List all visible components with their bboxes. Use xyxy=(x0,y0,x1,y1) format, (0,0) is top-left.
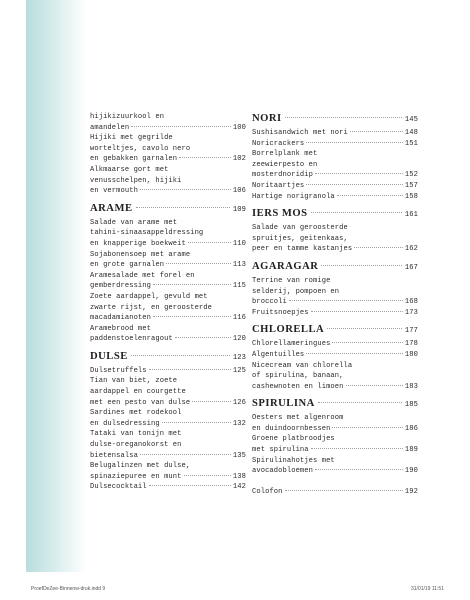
toc-section-heading xyxy=(252,260,418,275)
dot-leader xyxy=(306,184,403,185)
entry-title: en dulsedressing xyxy=(90,419,160,428)
section-title: NORI xyxy=(252,113,282,124)
toc-section-heading xyxy=(90,350,246,365)
entry-title: Sojabonensoep met arame xyxy=(90,250,191,259)
toc-entry xyxy=(90,398,246,409)
dot-leader xyxy=(321,265,402,266)
page-number: 120 xyxy=(232,335,246,344)
toc-column-left xyxy=(90,112,246,493)
page-number: 185 xyxy=(404,401,418,410)
toc-entry xyxy=(252,466,418,477)
page-number: 178 xyxy=(404,340,418,349)
dot-leader xyxy=(149,485,231,486)
entry-title: spinaziepuree en munt xyxy=(90,472,182,481)
dot-leader xyxy=(337,195,403,196)
toc-section-heading xyxy=(90,202,246,217)
entry-title: Oesters met algenroom xyxy=(252,414,344,423)
entry-title: Hijiki met gegrilde xyxy=(90,134,173,143)
page-number: 180 xyxy=(404,350,418,359)
entry-title: macadamianoten xyxy=(90,314,151,323)
toc-entry xyxy=(90,376,246,387)
toc-entry xyxy=(90,112,246,123)
entry-title: paddenstoelenragout xyxy=(90,335,173,344)
toc-entry xyxy=(90,292,246,303)
entry-title: Sushisandwich met nori xyxy=(252,129,348,137)
toc-entry xyxy=(90,218,246,229)
dot-leader xyxy=(175,337,231,338)
toc-entry xyxy=(90,228,246,239)
dot-leader xyxy=(306,142,403,143)
entry-title: Chlorellameringues xyxy=(252,340,331,349)
dot-leader xyxy=(153,316,231,317)
entry-title: Borrelplank met xyxy=(252,150,318,159)
section-title: AGARAGAR xyxy=(252,260,319,272)
entry-title: Sardines met rodekool xyxy=(90,409,182,418)
page-number: 106 xyxy=(232,187,246,196)
toc-entry xyxy=(252,234,418,245)
page-number: 162 xyxy=(404,245,418,254)
entry-title: Salade van arame met xyxy=(90,218,178,227)
page-number: 189 xyxy=(404,446,418,455)
toc-entry xyxy=(252,382,418,393)
toc-entry xyxy=(252,192,418,203)
page-number: 192 xyxy=(404,488,418,497)
toc-entry xyxy=(252,424,418,435)
dot-leader xyxy=(162,422,231,423)
toc-entry xyxy=(90,334,246,345)
section-title: DULSE xyxy=(90,350,128,362)
toc-entry xyxy=(90,176,246,187)
toc-entry xyxy=(252,223,418,234)
toc-entry xyxy=(90,324,246,335)
print-footer xyxy=(0,584,470,596)
dot-leader xyxy=(140,454,231,455)
dot-leader xyxy=(140,189,231,190)
entry-title: of spirulina, banaan, xyxy=(252,372,344,381)
dot-leader xyxy=(188,242,231,243)
toc-entry xyxy=(90,313,246,324)
entry-title: Spirulinahotjes met xyxy=(252,456,335,465)
toc-entry xyxy=(252,149,418,160)
dot-leader xyxy=(285,117,402,118)
dot-leader xyxy=(318,402,402,403)
entry-title: met spirulina xyxy=(252,446,309,455)
dot-leader xyxy=(131,355,230,356)
entry-title: Algentuilles xyxy=(252,350,305,359)
entry-title: Zoete aardappel, gevuld met xyxy=(90,292,208,301)
footer-timestamp: 31/01/19 11:51 xyxy=(411,586,444,592)
toc-entry xyxy=(90,154,246,165)
toc-entry xyxy=(90,144,246,155)
dot-leader xyxy=(311,448,403,449)
dot-leader xyxy=(311,311,403,312)
toc-entry xyxy=(90,123,246,134)
toc-entry xyxy=(90,408,246,419)
toc-entry xyxy=(252,361,418,372)
dot-leader xyxy=(131,126,231,127)
page-number: 110 xyxy=(232,239,246,248)
entry-title: tahini-sinaasappeldressing xyxy=(90,229,204,238)
entry-title: zwarte rijst, en geroosterde xyxy=(90,303,212,312)
page-number: 177 xyxy=(404,327,418,336)
toc-section-heading xyxy=(252,323,418,338)
toc-section-heading xyxy=(252,397,418,412)
entry-title: Aramebrood met xyxy=(90,324,151,333)
entry-title: Tian van biet, zoete xyxy=(90,377,178,386)
dot-leader xyxy=(315,173,403,174)
toc-section-heading xyxy=(252,112,418,127)
entry-title: selderij, pompoen en xyxy=(252,287,340,296)
entry-title: en gebakken garnalen xyxy=(90,155,178,164)
entry-title: peer en tamme kastanjes xyxy=(252,245,353,254)
toc-entry xyxy=(90,419,246,430)
page-number: 125 xyxy=(232,366,246,375)
entry-title: gemberdressing xyxy=(90,282,151,291)
toc-entry xyxy=(90,250,246,261)
page-number: 168 xyxy=(404,298,418,307)
entry-title: amandelen xyxy=(90,123,130,132)
entry-title: Alkmaarse gort met xyxy=(90,165,169,174)
dot-leader xyxy=(289,300,403,301)
entry-title: Groene platbroodjes xyxy=(252,435,335,444)
footer-filename: ProefDeZee-Binnenw-druk.indd 9 xyxy=(31,586,106,592)
dot-leader xyxy=(311,212,402,213)
toc-spacer xyxy=(252,477,418,488)
page-number: 145 xyxy=(404,116,418,124)
toc-entry xyxy=(90,260,246,271)
entry-title: hijikizuurkool en xyxy=(90,113,165,121)
dot-leader xyxy=(153,284,231,285)
page-number: 151 xyxy=(404,139,418,148)
entry-title: aardappel en courgette xyxy=(90,388,186,397)
entry-title: Belugalinzen met dulse, xyxy=(90,462,191,471)
dot-leader xyxy=(166,263,231,264)
toc-entry xyxy=(252,128,418,139)
page-number: 148 xyxy=(404,129,418,137)
entry-title: Nicecream van chlorella xyxy=(252,361,353,370)
entry-title: spruitjes, geitenkaas, xyxy=(252,234,348,243)
page-number: 190 xyxy=(404,467,418,476)
toc-entry xyxy=(252,297,418,308)
entry-title: Salade van geroosterde xyxy=(252,224,348,233)
entry-title: en vermouth xyxy=(90,187,138,196)
toc-entry xyxy=(90,239,246,250)
entry-title: Colofon xyxy=(252,488,283,497)
toc-entry xyxy=(252,170,418,181)
entry-title: Terrine van romige xyxy=(252,276,331,285)
page-number: 135 xyxy=(232,451,246,460)
toc-entry xyxy=(252,350,418,361)
dot-leader xyxy=(327,328,402,329)
page-number: 123 xyxy=(232,353,246,362)
entry-title: Hartige norigranola xyxy=(252,192,335,201)
toc-entry xyxy=(252,456,418,467)
toc-entry xyxy=(252,339,418,350)
entry-title: broccoli xyxy=(252,298,287,307)
toc-entry xyxy=(252,181,418,192)
toc-entry xyxy=(90,472,246,483)
entry-title: Dulsecocktail xyxy=(90,483,147,492)
toc-entry xyxy=(252,308,418,319)
dot-leader xyxy=(179,157,231,158)
entry-title: met een pesto van dulse xyxy=(90,398,191,407)
entry-title: Fruitsnoepjes xyxy=(252,308,309,317)
page-number: 157 xyxy=(404,181,418,190)
toc-entry xyxy=(90,429,246,440)
toc-entry xyxy=(90,303,246,314)
toc-entry xyxy=(90,133,246,144)
dot-leader xyxy=(192,401,231,402)
entry-title: venusschelpen, hijiki xyxy=(90,176,182,185)
toc-entry xyxy=(252,276,418,287)
toc-entry xyxy=(252,413,418,424)
dot-leader xyxy=(306,353,403,354)
dot-leader xyxy=(136,207,230,208)
entry-title: worteltjes, cavolo nero xyxy=(90,144,191,153)
section-title: SPIRULINA xyxy=(252,398,315,410)
entry-title: dulse-oreganokorst en xyxy=(90,441,182,450)
entry-title: mosterdnoridip xyxy=(252,171,313,180)
toc-entry xyxy=(90,387,246,398)
page-number: 116 xyxy=(232,314,246,323)
dot-leader xyxy=(315,469,403,470)
toc-entry xyxy=(90,281,246,292)
page-number: 132 xyxy=(232,419,246,428)
page xyxy=(26,0,444,572)
page-number: 102 xyxy=(232,155,246,164)
toc-entry xyxy=(90,461,246,472)
entry-title: Aramesalade met forel en xyxy=(90,271,195,280)
dot-leader xyxy=(332,342,402,343)
entry-title: en duindoornbessen xyxy=(252,424,331,433)
entry-title: zeewierpesto en xyxy=(252,160,318,169)
toc-entry xyxy=(90,451,246,462)
toc-entry xyxy=(90,186,246,197)
toc-entry xyxy=(90,366,246,377)
entry-title: Noritaartjes xyxy=(252,181,305,190)
page-number: 126 xyxy=(232,398,246,407)
page-number: 152 xyxy=(404,171,418,180)
entry-title: avocadobloemen xyxy=(252,467,313,476)
dot-leader xyxy=(332,427,402,428)
page-number: 186 xyxy=(404,424,418,433)
dot-leader xyxy=(184,475,231,476)
dot-leader xyxy=(350,131,403,132)
entry-title: Noricrackers xyxy=(252,139,305,148)
toc-entry xyxy=(252,371,418,382)
section-title: IERS MOS xyxy=(252,208,308,220)
toc-entry xyxy=(90,440,246,451)
section-title: CHLORELLA xyxy=(252,324,325,336)
entry-title: Dulsetruffels xyxy=(90,366,147,375)
dot-leader xyxy=(346,385,403,386)
page-number: 138 xyxy=(232,472,246,481)
toc-entry xyxy=(252,139,418,150)
toc-entry xyxy=(252,445,418,456)
page-number: 173 xyxy=(404,308,418,317)
page-number: 167 xyxy=(404,263,418,272)
dot-leader xyxy=(149,369,231,370)
toc-entry xyxy=(252,434,418,445)
toc-entry xyxy=(90,165,246,176)
dot-leader xyxy=(354,247,403,248)
toc-entry xyxy=(252,244,418,255)
dot-leader xyxy=(285,490,403,491)
toc-entry xyxy=(90,271,246,282)
teal-gradient-band xyxy=(26,0,88,572)
page-number: 113 xyxy=(232,261,246,270)
entry-title: bietensalsa xyxy=(90,451,138,460)
entry-title: en grote garnalen xyxy=(90,261,165,270)
page-number: 161 xyxy=(404,211,418,220)
toc-entry xyxy=(90,482,246,493)
page-number: 115 xyxy=(232,282,246,291)
section-title: ARAME xyxy=(90,202,133,214)
page-number: 142 xyxy=(232,483,246,492)
toc-section-heading xyxy=(252,207,418,222)
page-number: 109 xyxy=(232,205,246,214)
entry-title: Tataki van tonijn met xyxy=(90,430,182,439)
toc-entry xyxy=(252,287,418,298)
toc-column-right xyxy=(252,112,418,498)
page-number: 158 xyxy=(404,192,418,201)
page-number: 100 xyxy=(232,123,246,132)
page-number: 183 xyxy=(404,382,418,391)
toc-entry xyxy=(252,487,418,498)
entry-title: cashewnoten en limoen xyxy=(252,382,344,391)
toc-entry xyxy=(252,160,418,171)
entry-title: en knapperige boekweit xyxy=(90,239,186,248)
